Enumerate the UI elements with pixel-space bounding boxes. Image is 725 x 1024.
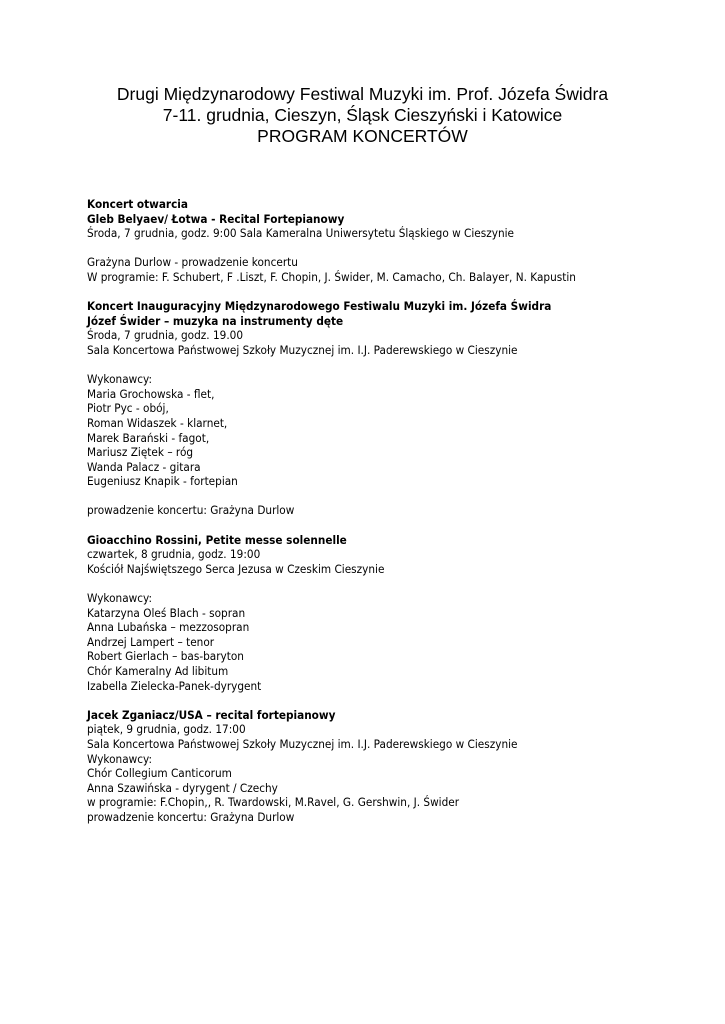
performer-item: Katarzyna Oleś Blach - sopran	[87, 606, 246, 620]
spacer	[87, 242, 664, 257]
performer-item: Andrzej Lampert – tenor	[87, 635, 215, 649]
performer-item: Chór Collegium Canticorum	[87, 767, 232, 781]
concert-when-where: Środa, 7 grudnia, godz. 9:00 Sala Kameralna Uniwersytetu Śląskiego w Cieszynie	[87, 227, 515, 241]
concert-kind: Koncert otwarcia	[87, 198, 189, 211]
concert-host: prowadzenie koncertu: Grażyna Durlow	[87, 504, 295, 518]
spacer	[87, 359, 664, 374]
concert-date: Środa, 7 grudnia, godz. 19.00	[87, 329, 244, 343]
spacer	[87, 286, 664, 301]
performer-item: Anna Szawińska - dyrygent / Czechy	[87, 781, 278, 795]
spacer	[87, 694, 664, 709]
concert-section-rossini	[87, 534, 664, 695]
performer-item: Roman Widaszek - klarnet,	[87, 416, 228, 430]
concert-section-recital	[87, 709, 664, 826]
concert-program: W programie: F. Schubert, F .Liszt, F. Chopin, J. Świder, M. Camacho, Ch. Balayer, N. Kapustin	[87, 270, 576, 284]
concert-section-opening	[87, 198, 664, 286]
concert-title: Gleb Belyaev/ Łotwa - Recital Fortepianowy	[87, 212, 345, 226]
concert-title: Gioacchino Rossini, Petite messe solennelle	[87, 533, 347, 547]
festival-title: Drugi Międzynarodowy Festiwal Muzyki im. Prof. Józefa Świdra	[116, 84, 609, 104]
concert-program: w programie: F.Chopin,, R. Twardowski, M.Ravel, G. Gershwin, J. Świder	[87, 796, 460, 810]
concert-venue: Sala Koncertowa Państwowej Szkoły Muzycznej im. I.J. Paderewskiego w Cieszynie	[87, 343, 518, 357]
performer-item: Piotr Pyc - obój,	[87, 402, 169, 416]
performers-label: Wykonawcy:	[87, 592, 153, 606]
spacer	[87, 577, 664, 592]
concert-venue: Kościół Najświętszego Serca Jezusa w Czeskim Cieszynie	[87, 562, 385, 576]
performers-label: Wykonawcy:	[87, 373, 153, 387]
performer-item: Maria Grochowska - flet,	[87, 387, 215, 401]
performer-item: Eugeniusz Knapik - fortepian	[87, 475, 238, 489]
concert-date: piątek, 9 grudnia, godz. 17:00	[87, 723, 246, 737]
festival-dates-location: 7-11. grudnia, Cieszyn, Śląsk Cieszyński i Katowice	[162, 105, 563, 125]
performer-item: Chór Kameralny Ad libitum	[87, 665, 229, 678]
concert-date: czwartek, 8 grudnia, godz. 19:00	[87, 548, 261, 562]
concert-venue: Sala Koncertowa Państwowej Szkoły Muzycznej im. I.J. Paderewskiego w Cieszynie	[87, 737, 518, 751]
spacer	[87, 519, 664, 534]
program-content	[87, 198, 664, 826]
program-heading: PROGRAM KONCERTÓW	[257, 126, 468, 146]
concert-subtitle: Józef Świder – muzyka na instrumenty dęte	[87, 314, 344, 328]
document-header	[0, 84, 725, 147]
spacer	[87, 490, 664, 505]
performer-item: Marek Barański - fagot,	[87, 431, 210, 445]
performer-item: Anna Lubańska – mezzosopran	[87, 621, 250, 635]
performer-item: Mariusz Ziętek – róg	[87, 446, 194, 460]
concert-title: Jacek Zganiacz/USA – recital fortepianowy	[87, 708, 336, 722]
concert-host: prowadzenie koncertu: Grażyna Durlow	[87, 810, 295, 824]
concert-title: Koncert Inauguracyjny Międzynarodowego Festiwalu Muzyki im. Józefa Świdra	[87, 300, 552, 314]
concert-section-inaugural	[87, 300, 664, 519]
performer-item: Robert Gierlach – bas-baryton	[87, 650, 244, 664]
performer-item: Izabella Zielecka-Panek-dyrygent	[87, 679, 262, 693]
performers-label: Wykonawcy:	[87, 752, 153, 766]
concert-host: Grażyna Durlow - prowadzenie koncertu	[87, 256, 298, 270]
performer-item: Wanda Palacz - gitara	[87, 460, 201, 474]
